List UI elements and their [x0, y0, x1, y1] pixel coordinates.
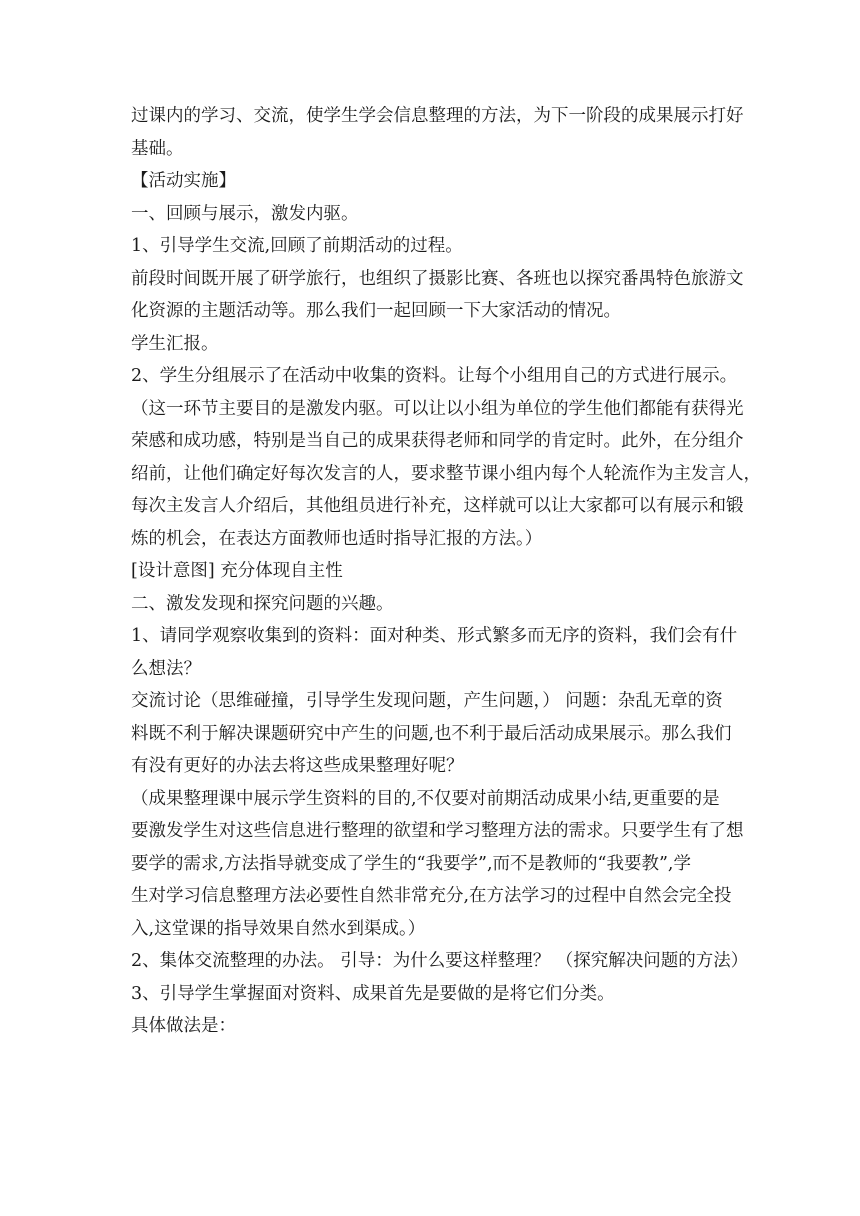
- text-line: 交流讨论（思维碰撞，引导学生发现问题，产生问题，） 问题：杂乱无章的资: [131, 691, 723, 711]
- text-line: 绍前，让他们确定好每次发言的人，要求整节课小组内每个人轮流作为主发言人，: [131, 463, 761, 484]
- text-line: 1、引导学生交流,回顾了前期活动的过程。: [131, 236, 463, 256]
- text-line: 料既不利于解决课题研究中产生的问题,也不利于最后活动成果展示。那么我们: [131, 723, 732, 744]
- text-line: 2、集体交流整理的办法。 引导：为什么要这样整理？ （探究解决问题的方法）: [131, 951, 749, 971]
- text-line: 具体做法是：: [131, 1016, 236, 1036]
- text-line: 要激发学生对这些信息进行整理的欲望和学习整理方法的需求。只要学生有了想: [131, 821, 744, 841]
- text-line: 1、请同学观察收集到的资料：面对种类、形式繁多而无序的资料，我们会有什: [131, 626, 738, 646]
- text-line: 入,这堂课的指导效果自然水到渠成。）: [131, 918, 426, 939]
- text-line: 3、引导学生掌握面对资料、成果首先是要做的是将它们分类。: [131, 983, 615, 1004]
- document-page: [131, 100, 761, 1043]
- text-line: 生对学习信息整理方法必要性自然非常充分,在方法学习的过程中自然会完全投: [131, 886, 732, 906]
- text-line: 化资源的主题活动等。那么我们一起回顾一下大家活动的情况。: [131, 301, 621, 321]
- text-line: 前段时间既开展了研学旅行，也组织了摄影比赛、各班也以探究番禺特色旅游文: [131, 268, 744, 289]
- text-line: 荣感和成功感，特别是当自己的成果获得老师和同学的肯定时。此外，在分组介: [131, 431, 744, 451]
- text-line: 2、学生分组展示了在活动中收集的资料。让每个小组用自己的方式进行展示。: [131, 366, 738, 386]
- text-line: 么想法？: [131, 658, 201, 679]
- text-line: （成果整理课中展示学生资料的目的,不仅要对前期活动成果小结,更重要的是: [131, 788, 720, 809]
- text-line: 每次主发言人介绍后，其他组员进行补充，这样就可以让大家都可以有展示和锻: [131, 496, 744, 516]
- text-line: 二、激发发现和探究问题的兴趣。: [131, 593, 394, 614]
- text-line: 学生汇报。: [131, 333, 219, 354]
- text-line: 有没有更好的办法去将这些成果整理好呢？: [131, 756, 464, 776]
- text-line: 一、回顾与展示，激发内驱。: [131, 203, 359, 224]
- section-heading: 【活动实施】: [131, 171, 236, 191]
- text-line: 过课内的学习、交流，使学生学会信息整理的方法，为下一阶段的成果展示打好: [131, 106, 744, 126]
- text-line: 炼的机会，在表达方面教师也适时指导汇报的方法。）: [131, 528, 543, 549]
- design-intent-line: [设计意图] 充分体现自主性: [131, 561, 343, 581]
- text-line: 基础。: [131, 138, 184, 159]
- text-line: （这一环节主要目的是激发内驱。可以让以小组为单位的学生他们都能有获得光: [131, 398, 744, 419]
- text-line: 要学的需求,方法指导就变成了学生的“我要学”,而不是教师的“我要教”,学: [131, 853, 691, 874]
